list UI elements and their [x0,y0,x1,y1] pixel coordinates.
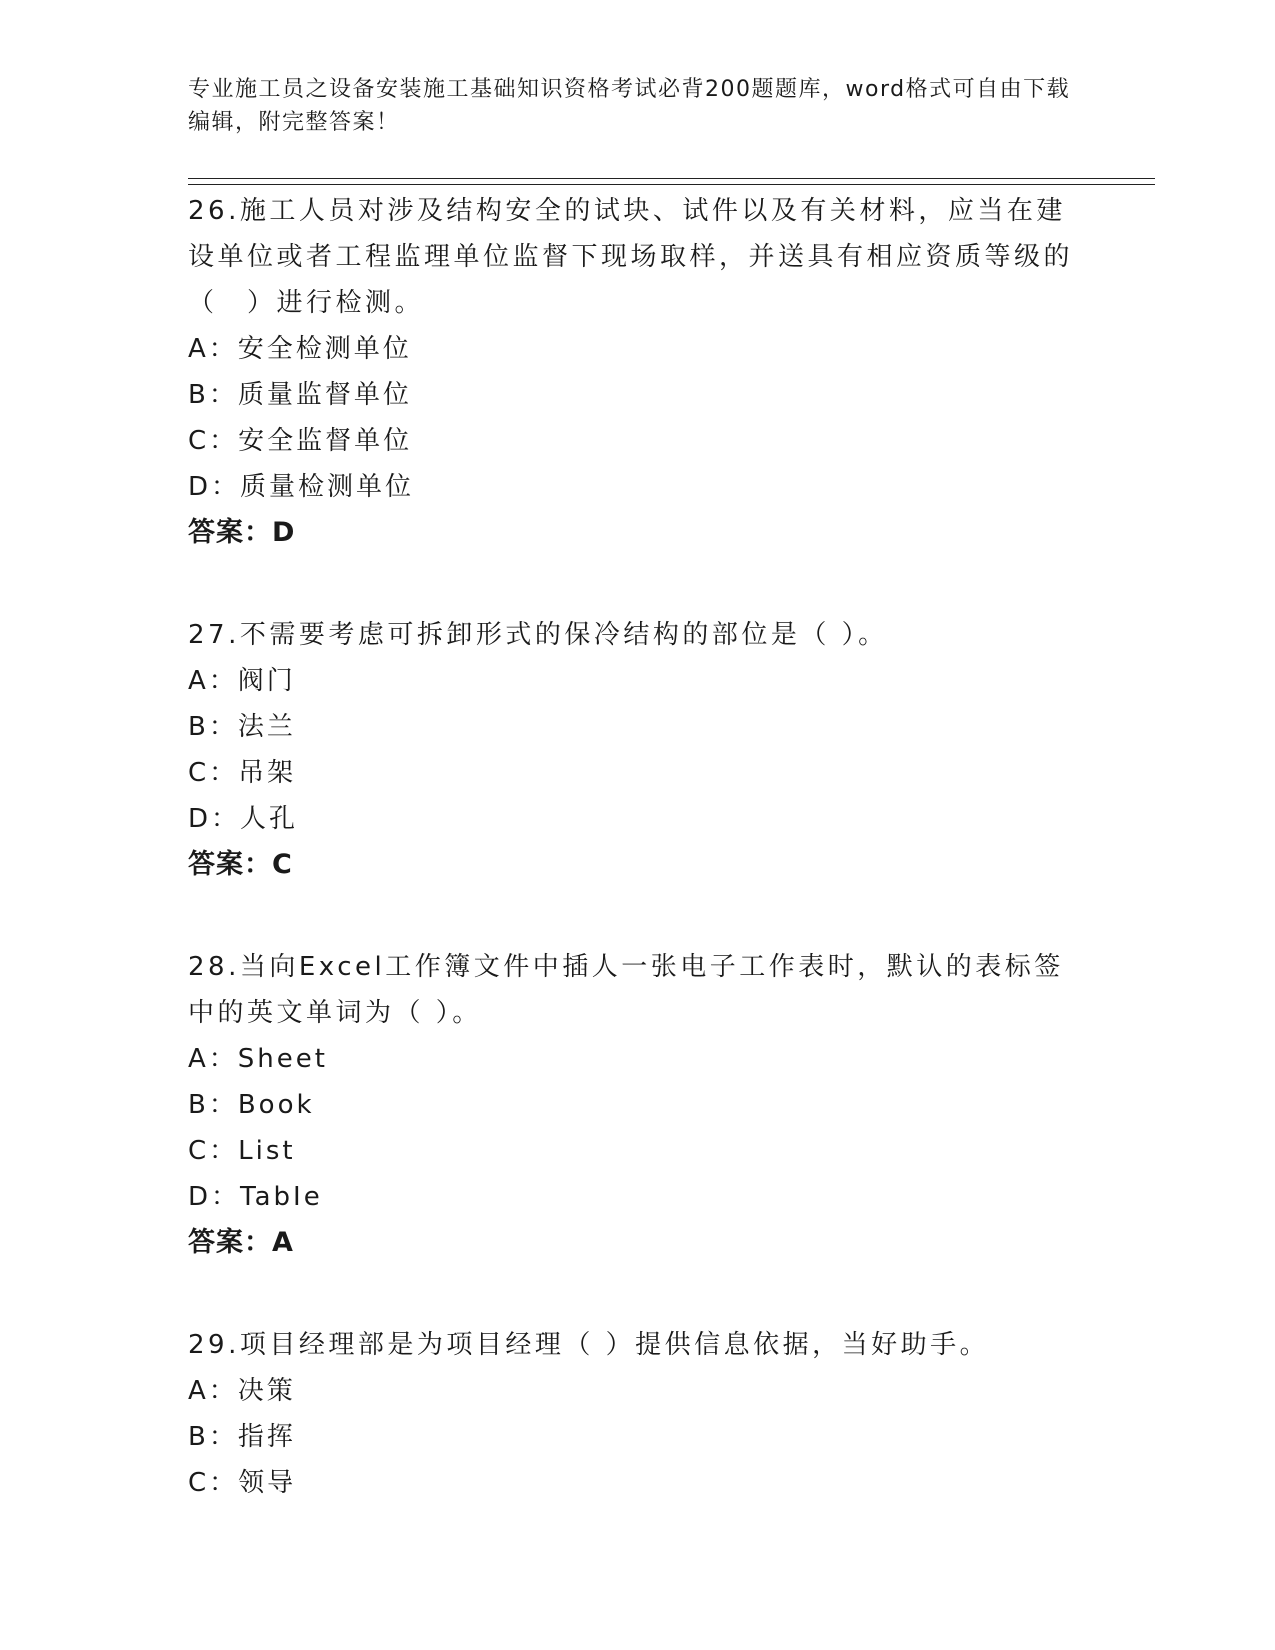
question-26 [188,188,1088,556]
option-a: A：Sheet [188,1044,328,1074]
option-c: C：安全监督单位 [188,426,413,456]
option-c: C：吊架 [188,758,297,788]
option-c: C：领导 [188,1468,297,1498]
option-a: A：安全检测单位 [188,334,412,364]
document-intro: 专业施工员之设备安装施工基础知识资格考试必背200题题库，word格式可自由下载编辑，附完整答案！ [188,77,1071,135]
option-c: C：List [188,1136,296,1166]
header-divider-top [188,178,1155,179]
question-text: 29.项目经理部是为项目经理（ ）提供信息依据，当好助手。 [188,1330,990,1360]
question-28 [188,944,1088,1266]
option-b: B：Book [188,1090,315,1120]
option-d: D：质量检测单位 [188,472,415,502]
header-divider-bottom [188,184,1155,185]
question-text: 27.不需要考虑可拆卸形式的保冷结构的部位是（ ）。 [188,620,888,650]
question-list [188,188,1088,1562]
answer-label: 答案：C [188,849,293,880]
question-text: 28.当向Excel工作簿文件中插人一张电子工作表时，默认的表标签中的英文单词为（ ）。 [188,952,1064,1028]
answer-label: 答案：A [188,1227,294,1258]
option-a: A：阀门 [188,666,296,696]
option-b: B：质量监督单位 [188,380,412,410]
answer-label: 答案：D [188,517,296,548]
question-27 [188,612,1088,888]
option-d: D：人孔 [188,804,299,834]
option-b: B：法兰 [188,712,296,742]
option-b: B：指挥 [188,1422,296,1452]
question-text: 26.施工人员对涉及结构安全的试块、试件以及有关材料，应当在建设单位或者工程监理单位监督下现场取样，并送具有相应资质等级的（ ）进行检测。 [188,196,1074,318]
question-29 [188,1322,1088,1506]
option-d: D：TabIe [188,1182,323,1212]
option-a: A：决策 [188,1376,296,1406]
